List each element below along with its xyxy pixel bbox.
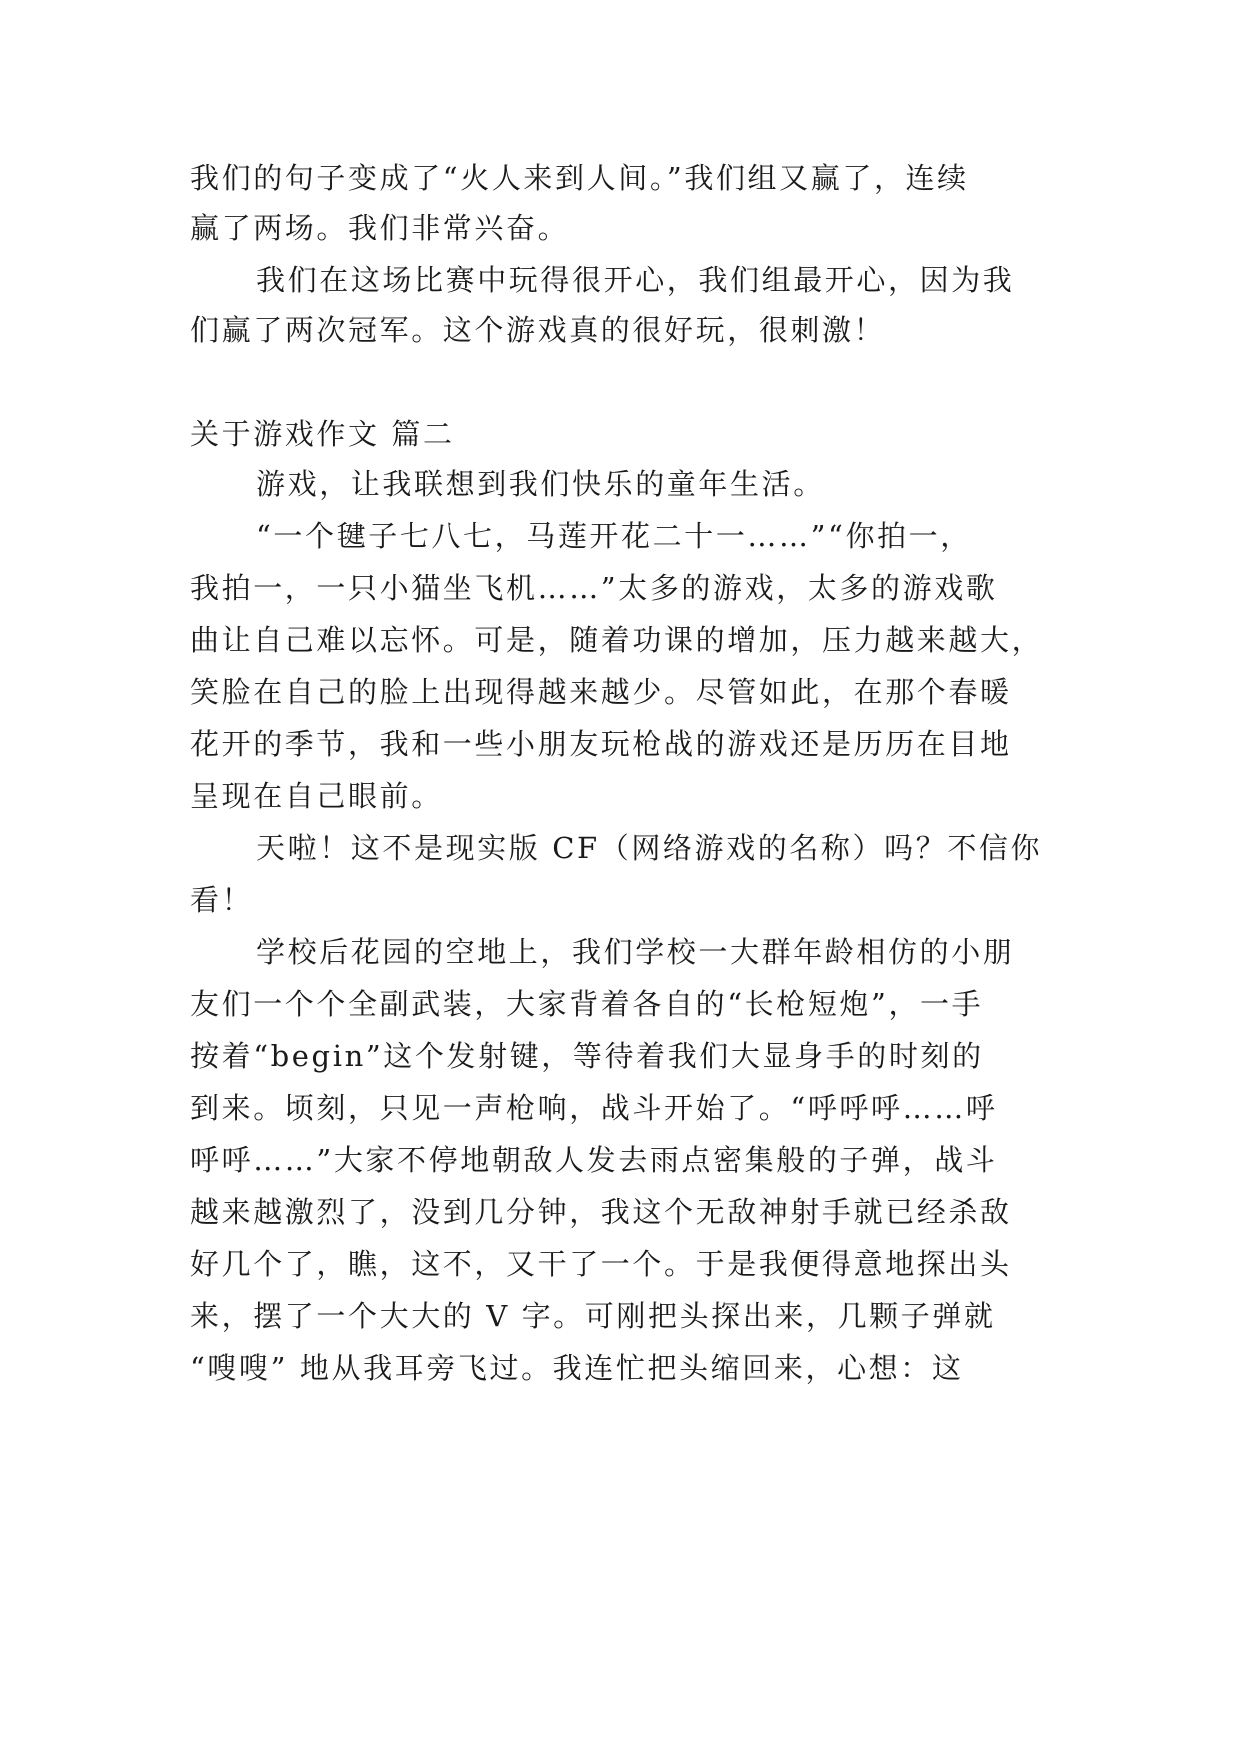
paragraph-line: 们赢了两次冠军。这个游戏真的很好玩，很刺激！	[190, 313, 886, 347]
paragraph-line: 我们的句子变成了“火人来到人间。”我们组又赢了，连续	[190, 161, 969, 195]
paragraph-line: 来，摆了一个大大的 V 字。可刚把头探出来，几颗子弹就	[190, 1299, 996, 1333]
paragraph-line: 看！	[190, 883, 254, 917]
paragraph-line: 赢了两场。我们非常兴奋。	[190, 211, 570, 245]
paragraph-line: 天啦！这不是现实版 CF（网络游戏的名称）吗？不信你	[256, 831, 1043, 865]
paragraph-line: 呼呼……”大家不停地朝敌人发去雨点密集般的子弹，战斗	[190, 1143, 998, 1177]
paragraph-line: 到来。顷刻，只见一声枪响，战斗开始了。“呼呼呼……呼	[190, 1091, 998, 1125]
paragraph-line: “嗖嗖” 地从我耳旁飞过。我连忙把头缩回来，心想：这	[190, 1351, 964, 1385]
paragraph-line: 花开的季节，我和一些小朋友玩枪战的游戏还是历历在目地	[190, 727, 1012, 761]
paragraph-line: 笑脸在自己的脸上出现得越来越少。尽管如此，在那个春暖	[190, 675, 1012, 709]
paragraph-line: 友们一个个全副武装，大家背着各自的“长枪短炮”，一手	[190, 987, 984, 1021]
paragraph-line: 我们在这场比赛中玩得很开心，我们组最开心，因为我	[256, 263, 1015, 297]
paragraph-line: 我拍一，一只小猫坐飞机……”太多的游戏，太多的游戏歌	[190, 571, 998, 605]
paragraph-line: 按着“begin”这个发射键，等待着我们大显身手的时刻的	[190, 1039, 984, 1073]
section-heading: 关于游戏作文 篇二	[190, 417, 455, 451]
paragraph-line: 学校后花园的空地上，我们学校一大群年龄相仿的小朋	[256, 935, 1015, 969]
paragraph-line: 越来越激烈了，没到几分钟，我这个无敌神射手就已经杀敌	[190, 1195, 1012, 1229]
paragraph-line: 曲让自己难以忘怀。可是，随着功课的增加，压力越来越大，	[190, 623, 1044, 657]
paragraph-line: 呈现在自己眼前。	[190, 779, 443, 813]
paragraph-line: 游戏，让我联想到我们快乐的童年生活。	[256, 467, 825, 501]
paragraph-line: “一个毽子七八七，马莲开花二十一……”“你拍一，	[256, 519, 972, 553]
paragraph-line: 好几个了，瞧，这不，又干了一个。于是我便得意地探出头	[190, 1247, 1012, 1281]
